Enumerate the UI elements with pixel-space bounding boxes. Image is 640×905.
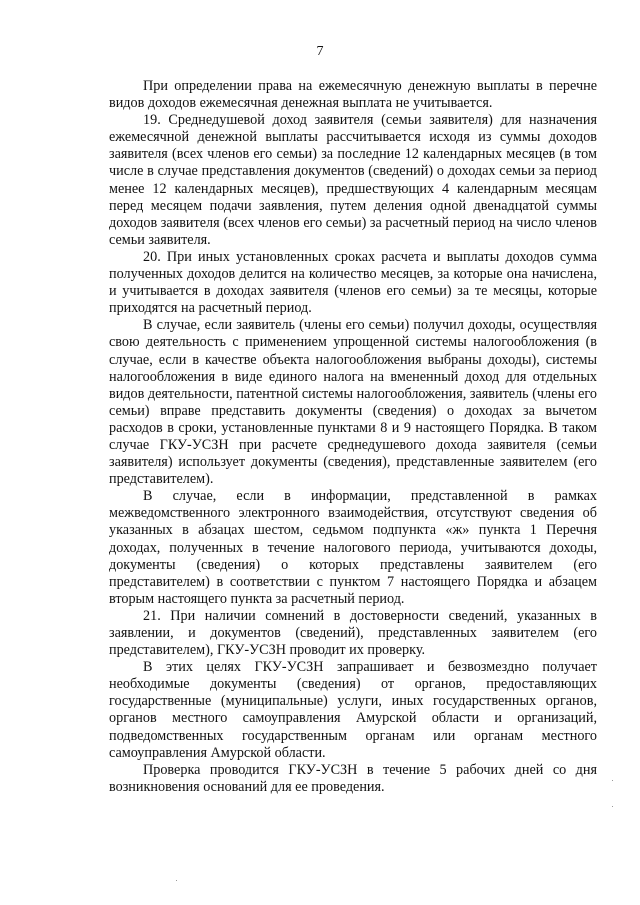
paragraph-verification-term: Проверка проводится ГКУ-УСЗН в течение 5 рабочих дней со дня возникновения оснований для ее проведения.: [109, 761, 597, 795]
page-number: 7: [316, 44, 324, 59]
scan-speck: [176, 880, 177, 881]
paragraph-simplified-taxation: В случае, если заявитель (члены его семьи) получил доходы, осуществляя свою деятельность с применением упрощенной системы налогообложения (в случае, если в качестве объекта налогообложения выбраны доходы), системы налогообложения в виде единого налога на вмененный доход для отдельных видов деятельности, патентной системы налогообложения, заявитель (члены его семьи) вправе представить документы (сведения) о доходах за вычетом расходов в сроки, установленные пунктами 8 и 9 настоящего Порядка. В таком случае ГКУ-УСЗН при расчете среднедушевого дохода заявителя (семьи заявителя) использует документы (сведения), представленные заявителем (его представителем).: [109, 317, 597, 488]
paragraph-clause-21: 21. При наличии сомнений в достоверности сведений, указанных в заявлении, и документов (сведений), представленных заявителем (его представителем), ГКУ-УСЗН проводит их проверку.: [109, 607, 597, 659]
paragraph-clause-19: 19. Среднедушевой доход заявителя (семьи заявителя) для назначения ежемесячной денежной выплаты рассчитывается исходя из суммы доходов заявителя (всех членов его семьи) за последние 12 календарных месяцев (в том числе в случае представления документов (сведений) о доходах семьи за период менее 12 календарных месяцев), предшествующих 4 календарным месяцам перед месяцем подачи заявления, путем деления одной двенадцатой суммы доходов заявителя (всех членов его семьи) за расчетный период на число членов семьи заявителя.: [109, 112, 597, 248]
paragraph-mdv-income-exclusion: При определении права на ежемесячную денежную выплаты в перечне видов доходов ежемесячная денежная выплата не учитывается.: [109, 78, 597, 112]
scan-speck: [612, 806, 613, 807]
paragraph-verification-requests: В этих целях ГКУ-УСЗН запрашивает и безвозмездно получает необходимые документы (сведения) от органов, предоставляющих государственные (муниципальные) услуги, иных государственных органов, органов местного самоуправления Амурской области и организаций, подведомственных государственным органам или органам местного самоуправления Амурской области.: [109, 659, 597, 761]
document-body: [109, 78, 597, 796]
paragraph-interagency-info: В случае, если в информации, представленной в рамках межведомственного электронного взаимодействия, отсутствуют сведения об указанных в абзацах шестом, седьмом подпункта «ж» пункта 1 Перечня доходах, полученных в течение налогового периода, учитываются доходы, документы (сведения) о которых представлены заявителем (его представителем) в соответствии с пунктом 7 настоящего Порядка и абзацем вторым настоящего пункта за расчетный период.: [109, 488, 597, 607]
scan-speck: [612, 780, 613, 781]
paragraph-clause-20: 20. При иных установленных сроках расчета и выплаты доходов сумма полученных доходов делится на количество месяцев, за которые она начислена, и учитывается в доходах заявителя (членов его семьи) за те месяцы, которые приходятся на расчетный период.: [109, 248, 597, 317]
